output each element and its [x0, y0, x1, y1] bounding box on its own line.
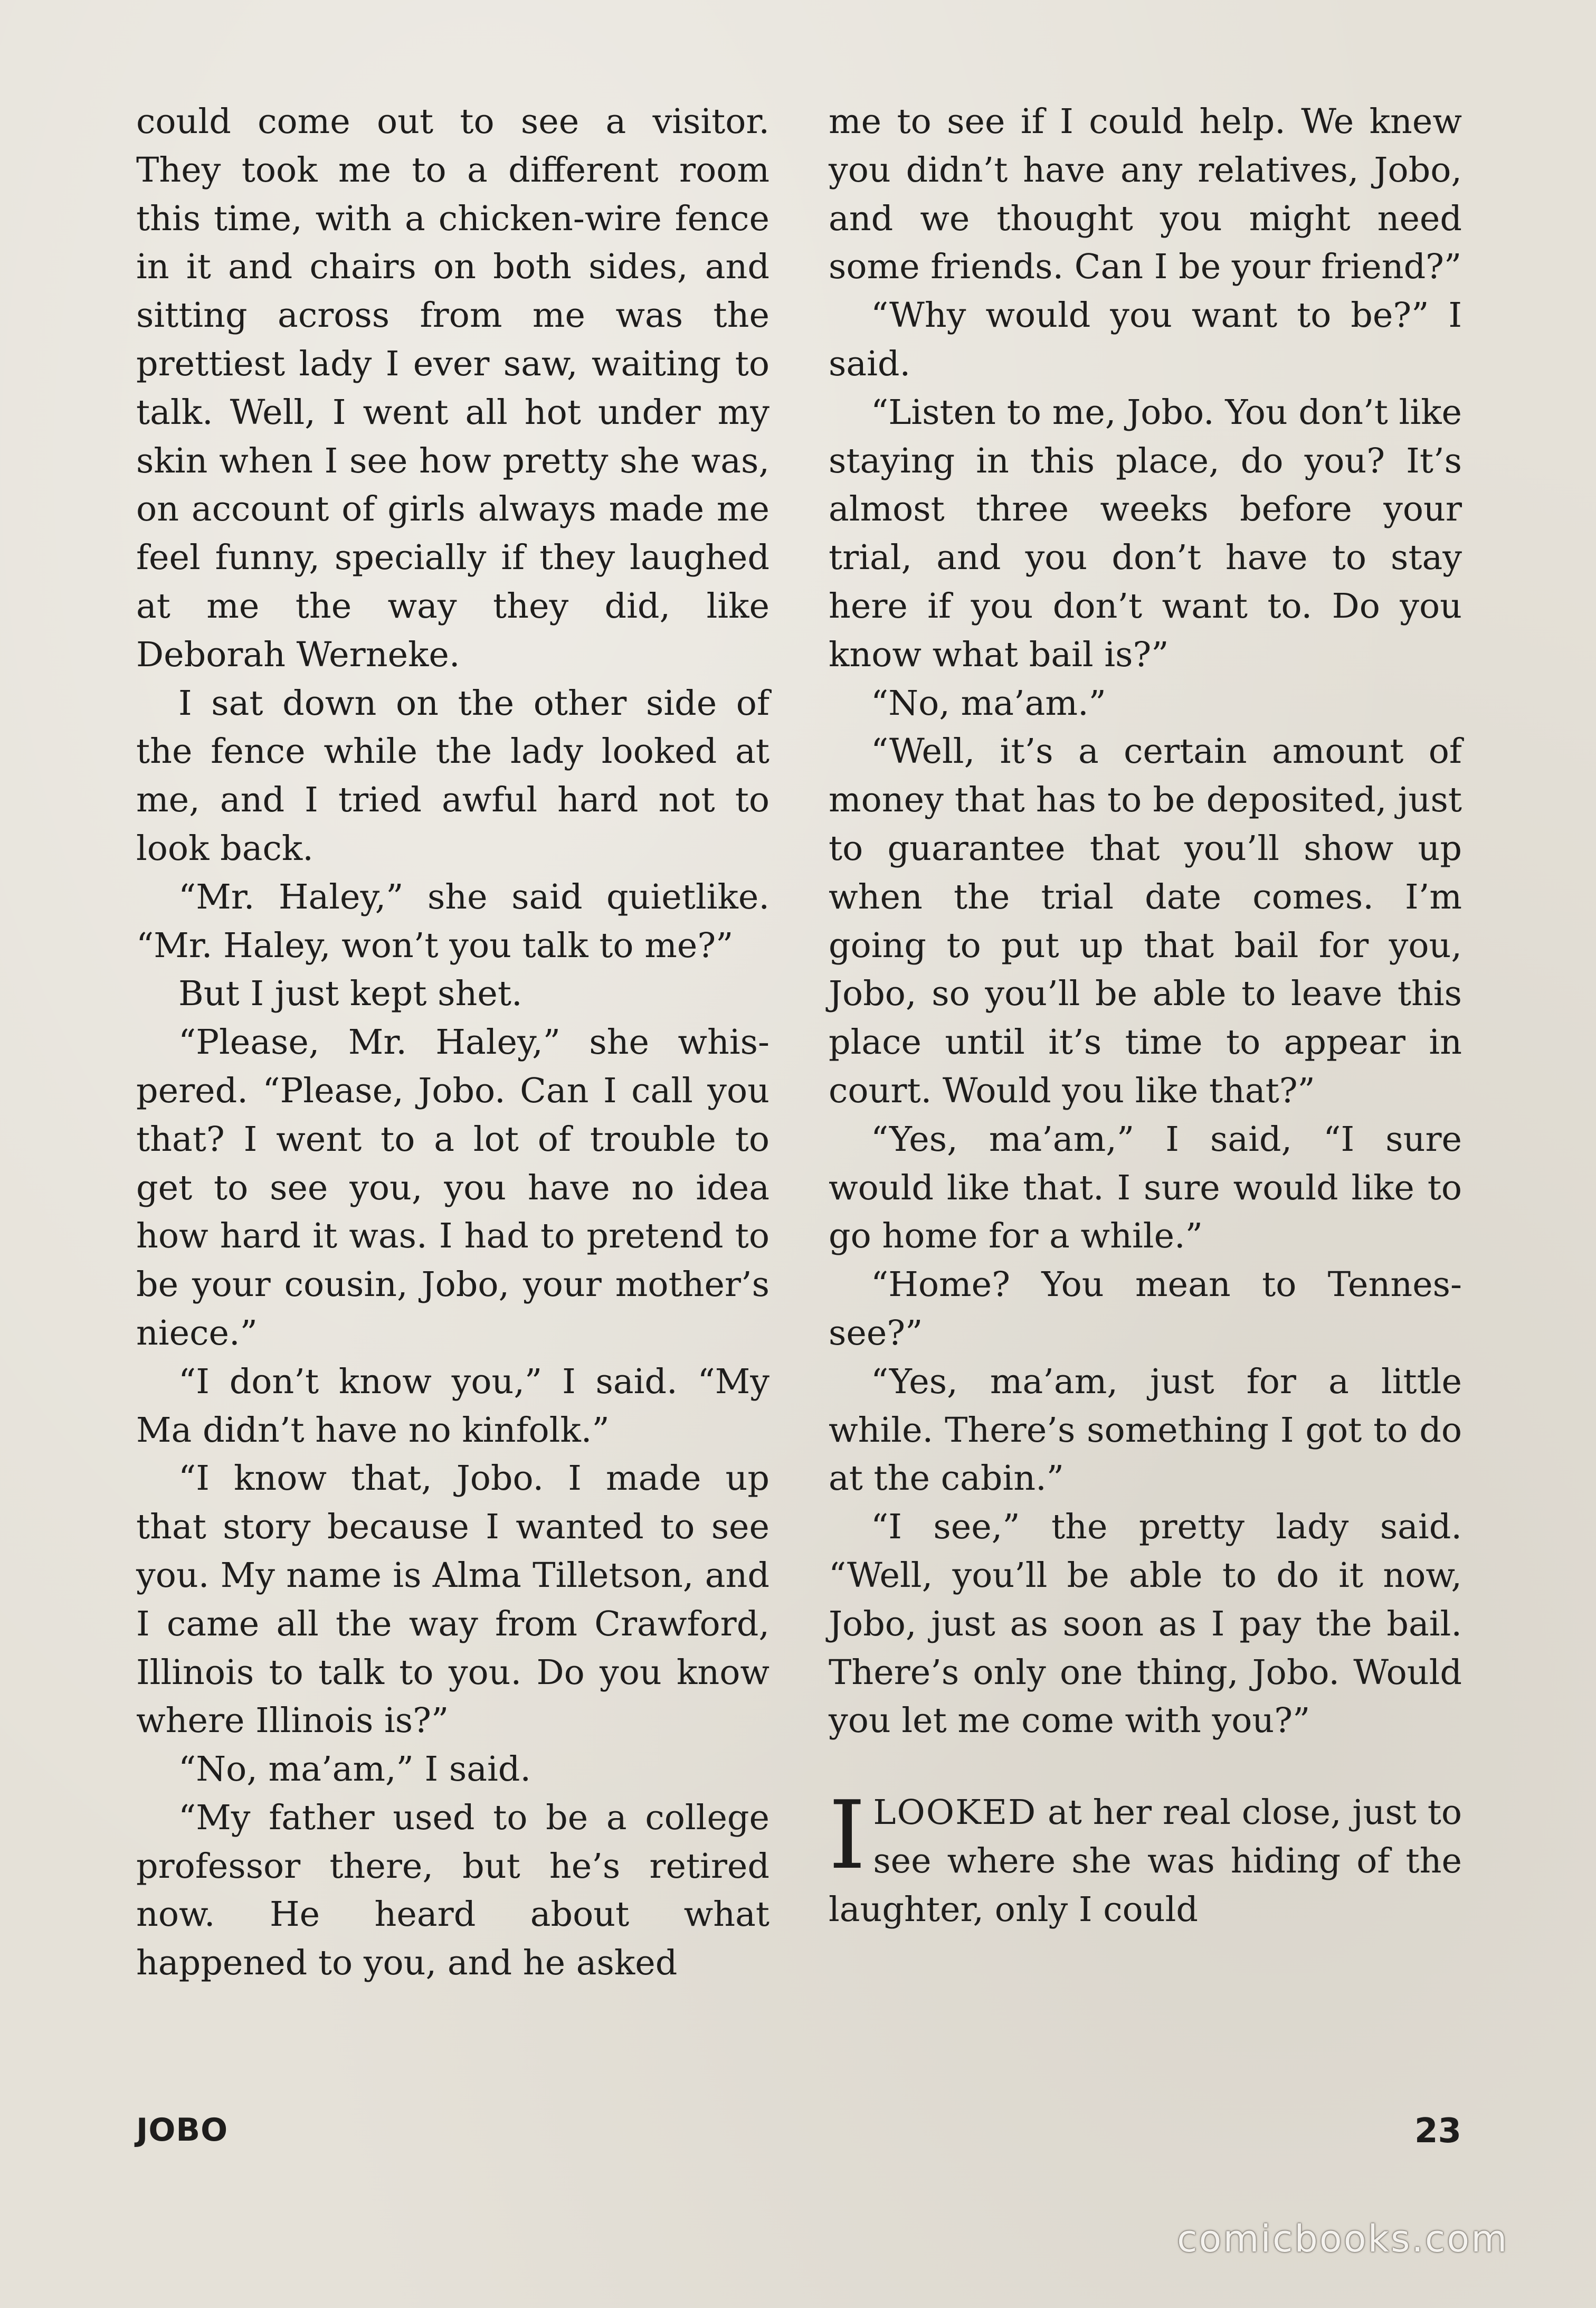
paragraph: “I see,” the pretty lady said. “Well, you’ll be able to do it now, Jobo, just as soon as I pay the bail. There’s only one thing, Jobo. Would you let me come with you?”	[829, 1507, 1462, 1741]
paragraph: “Well, it’s a certain amount of money that has to be deposited, just to guarantee that you’ll show up when the trial date comes. I’m going to put up that bail for you, Jobo, so you’ll be able to leave this place until it’s time to appear in court. Would you like that?”	[829, 732, 1462, 1111]
page-number: 23	[1414, 2112, 1462, 2151]
drop-cap: I	[829, 1781, 866, 1890]
paragraph: “No, ma’am,” I said.	[178, 1749, 531, 1790]
paragraph: could come out to see a visitor. They took me to a different room this time, with a chicken-wire fence in it and chairs on both sides, and sitting across from me was the prettiest lady I ever saw, waiting to talk. Well, I went all hot under my skin when I see how pretty she was, on account of girls always made me feel funny, specially if they laughed at me the way they did, like Deborah Werneke.	[136, 102, 770, 675]
paragraph: “Home? You mean to Tennessee?”	[829, 1265, 1462, 1353]
running-footer-title: JOBO	[136, 2112, 229, 2149]
paragraph: “My father used to be a college professor there, but he’s retired now. He heard about what happened to you, and he asked	[136, 1798, 770, 1983]
lead-in-caps: LOOKED	[873, 1793, 1037, 1833]
paragraph: me to see if I could help. We knew you didn’t have any relatives, Jobo, and we thought you might need some friends. Can I be your friend?”	[829, 102, 1462, 287]
paragraph: “I know that, Jobo. I made up that story because I wanted to see you. My name is Alma Tilletson, and I came all the way from Crawford, Illinois to talk to you. Do you know where Illinois is?”	[136, 1459, 770, 1741]
paragraph: “Mr. Haley,” she said quietlike. “Mr. Haley, won’t you talk to me?”	[136, 877, 770, 966]
paragraph: “No, ma’am.”	[871, 683, 1106, 723]
watermark: comicbooks.com	[1177, 2217, 1509, 2260]
right-text-column	[829, 98, 1462, 1934]
left-text-column	[136, 98, 770, 1988]
paragraph: “Please, Mr. Haley,” she whispered. “Please, Jobo. Can I call you that? I went to a lot of trouble to get to see you, you have no idea how hard it was. I had to pretend to be your cousin, Jobo, your mother’s niece.”	[136, 1023, 770, 1353]
paragraph: “I don’t know you,” I said. “My Ma didn’t have no kinfolk.”	[136, 1361, 770, 1450]
paragraph: “Yes, ma’am, just for a little while. There’s something I got to do at the cabin.”	[829, 1361, 1462, 1499]
paragraph: “Yes, ma’am,” I said, “I sure would like that. I sure would like to go home for a while.”	[829, 1119, 1462, 1256]
paragraph: “Listen to me, Jobo. You don’t like staying in this place, do you? It’s almost three weeks before your trial, and you don’t have to stay here if you don’t want to. Do you know what bail is?”	[829, 392, 1462, 675]
paragraph: But I just kept shet.	[178, 974, 522, 1014]
section-opening-paragraph	[829, 1781, 1462, 1934]
paragraph-text: at her real close, just to see where she was hiding of the laughter, only I could	[829, 1793, 1462, 1929]
paragraph: I sat down on the other side of the fence while the lady looked at me, and I tried awful hard not to look back.	[136, 683, 770, 868]
paragraph: “Why would you want to be?” I said.	[829, 296, 1462, 384]
